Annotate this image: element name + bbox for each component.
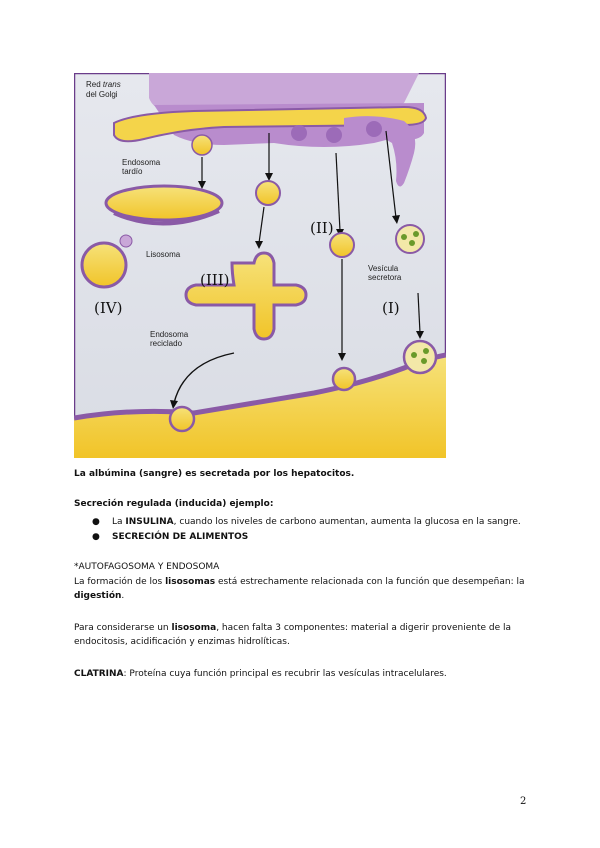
clatrina-paragraph: [74, 667, 447, 681]
label-lysosome: Lisosoma: [146, 250, 181, 259]
label-recycled-1: Endosoma: [150, 330, 189, 339]
clatrina-bold: CLATRINA: [74, 669, 124, 679]
clatrina-post: : Proteína cuya función principal es recubrir las vesículas intracelulares.: [123, 669, 447, 679]
example-list: [92, 515, 521, 545]
regulated-secretion-heading: Secreción regulada (inducida) ejemplo:: [74, 499, 274, 509]
autofagosoma-heading: *AUTOFAGOSOMA Y ENDOSOMA: [74, 562, 220, 572]
formation-bold: lisosomas: [165, 577, 216, 587]
late-endosome: [106, 186, 222, 224]
para-pre: Para considerarse un: [74, 623, 172, 633]
label-recycled-2: reciclado: [150, 339, 183, 348]
list-item-secrecion: [92, 530, 521, 545]
components-paragraph: [74, 621, 511, 649]
label-route-i: (I): [382, 299, 400, 317]
bullet1-post: , cuando los niveles de carbono aumentan, aumenta la glucosa en la sangre.: [173, 517, 521, 527]
label-late-endosome-2: tardío: [122, 167, 143, 176]
label-secretory-1: Vesícula: [368, 264, 399, 273]
label-route-ii: (II): [310, 219, 334, 237]
formation-post: está estrechamente relacionada con la función que desempeñan: la: [215, 577, 525, 587]
bullet2-text: SECRECIÓN DE ALIMENTOS: [112, 532, 249, 542]
figure-illustration: [74, 73, 446, 458]
formation-paragraph: [74, 575, 524, 603]
list-item-insulina: [92, 515, 521, 530]
para-post: , hacen falta 3 componentes: material a digerir proveniente de la: [216, 623, 511, 633]
secretion-pathways-figure: [74, 73, 446, 458]
bullet-glyph: ●: [92, 532, 100, 542]
label-secretory-2: secretora: [368, 273, 402, 282]
formation-line2: digestión: [74, 591, 122, 601]
label-route-iv: (IV): [94, 299, 123, 317]
para-line2: endocitosis, acidificación y enzimas hidrolíticas.: [74, 637, 290, 647]
label-golgi-trans: trans: [102, 80, 121, 89]
bullet1-pre: La: [112, 517, 126, 527]
svg-text:Red trans: [86, 80, 121, 89]
albumin-caption: La albúmina (sangre) es secretada por los hepatocitos.: [74, 469, 355, 479]
label-golgi-2: del Golgi: [86, 90, 118, 99]
formation-pre: La formación de los: [74, 577, 166, 587]
bullet-glyph: ●: [92, 517, 100, 527]
formation-line2-end: .: [121, 591, 125, 601]
bullet1-bold: INSULINA: [125, 517, 174, 527]
para-bold: lisosoma: [171, 623, 217, 633]
label-route-iii: (III): [200, 271, 230, 289]
page-number: 2: [520, 796, 527, 807]
label-late-endosome-1: Endosoma: [122, 158, 161, 167]
label-golgi-1: Red: [86, 80, 101, 89]
